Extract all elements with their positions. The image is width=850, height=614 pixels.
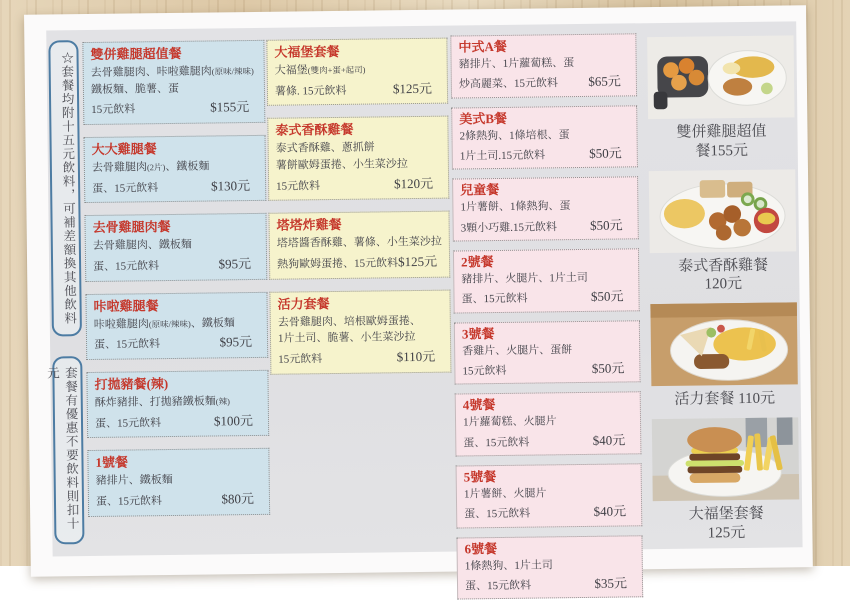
photo-caption-line: 泰式香酥雞餐 <box>678 257 769 275</box>
dish-photo-double-chicken-combo <box>646 35 795 119</box>
menu-card-bottom-row <box>462 357 632 379</box>
menu-card-title: 泰式香酥雞餐 <box>275 122 354 139</box>
menu-card-ingredients: 鐵板麵、脆薯、蛋 <box>90 82 180 96</box>
menu-card <box>456 535 643 600</box>
menu-card-title: 大福堡套餐 <box>274 43 340 60</box>
menu-card-price: $120元 <box>394 175 434 191</box>
menu-card <box>450 33 637 98</box>
dish-photo-vitality-set <box>650 302 799 386</box>
menu-card-title: 去骨雞腿肉餐 <box>92 219 171 236</box>
menu-card-price: $110元 <box>396 348 436 365</box>
menu-card-title: 塔塔炸雞餐 <box>276 217 342 234</box>
menu-card-ingredients: 1片蘿蔔糕、火腿片 <box>462 415 557 429</box>
menu-card-bottom-row <box>278 346 443 369</box>
menu-card <box>84 213 267 282</box>
photo-block-vitality <box>650 302 799 410</box>
menu-card <box>456 463 643 528</box>
menu-card-drink-note: 15元飲料 <box>276 179 321 193</box>
photo-caption-line: 大福堡套餐 <box>688 505 764 523</box>
menu-card <box>455 392 642 457</box>
menu-card-bottom-row <box>461 286 631 308</box>
set-meal-column-yellow <box>266 38 451 387</box>
menu-card-drink-note: 薯條. 15元飲料 <box>274 84 347 98</box>
menu-card-ingredients: 豬排片、1片蘿蔔糕、蛋 <box>458 56 575 71</box>
menu-card-ingredients: 泰式香酥雞、蔥抓餅 <box>275 141 375 155</box>
menu-card-drink-note: 蛋、15元飲料 <box>464 507 531 521</box>
menu-card-ingredients: 咔啦雞腿肉(原味/辣味)、鐵板麵 <box>93 316 235 331</box>
menu-card-drink-note: 蛋、15元飲料 <box>94 416 162 430</box>
menu-card <box>453 248 640 313</box>
menu-card-bottom-row <box>465 572 635 594</box>
photo-caption-line: 餐155元 <box>695 142 749 160</box>
menu-card-price: $40元 <box>593 503 627 520</box>
menu-card-price: $50元 <box>590 288 624 305</box>
menu-card-title: 6號餐 <box>464 540 498 557</box>
menu-card-ingredients: 豬排片、火腿片、1片土司 <box>461 271 588 286</box>
menu-card-drink-note: 蛋、15元飲料 <box>463 436 530 450</box>
menu-card-ingredients: 香雞片、火腿片、蛋餅 <box>462 343 573 358</box>
menu-card-title: 中式A餐 <box>458 38 507 55</box>
menu-card-price: $100元 <box>213 412 254 429</box>
menu-card-drink-note: 15元飲料 <box>462 364 507 378</box>
menu-card-drink-note: 3顆小巧雞.15元飲料 <box>460 220 557 235</box>
menu-card <box>266 38 448 107</box>
menu-card-ingredients: 1條熱狗、1片土司 <box>464 558 553 573</box>
menu-card <box>454 320 641 385</box>
menu-card-bottom-row <box>92 175 258 198</box>
menu-card <box>267 116 449 201</box>
menu-card-bottom-row <box>461 214 631 236</box>
menu-card-price: $50元 <box>589 145 622 161</box>
menu-card-bottom-row <box>464 501 634 523</box>
menu-card-title: 活力套餐 <box>277 295 330 312</box>
photo-caption-line: 120元 <box>704 276 743 293</box>
menu-card-price: $95元 <box>218 256 252 272</box>
menu-card-ingredients: 去骨雞腿肉、咔啦雞腿肉(原味/辣味) <box>90 65 254 79</box>
menu-card-bottom-row <box>277 251 442 274</box>
menu-card <box>84 135 267 204</box>
menu-card-bottom-row <box>460 142 630 164</box>
menu-card-bottom-row <box>94 331 260 354</box>
menu-card-ingredients: 去骨雞腿肉、鐵板麵 <box>92 239 192 253</box>
menu-card-ingredients: 1片薯餅、火腿片 <box>463 487 547 501</box>
set-meal-column-pink <box>450 33 643 609</box>
photo-caption <box>651 389 799 410</box>
photo-block-double-chicken <box>646 35 796 161</box>
menu-card-price: $125元 <box>397 253 438 270</box>
dish-photo-dafu-burger-set <box>651 417 800 501</box>
menu-card-title: 美式B餐 <box>459 110 508 127</box>
menu-card-ingredients: 薯餅歐姆蛋捲、小生菜沙拉 <box>275 158 408 172</box>
menu-card-drink-note: 蛋、15元飲料 <box>464 579 532 593</box>
menu-card-ingredients: 去骨雞腿肉(2片)、鐵板麵 <box>91 160 210 174</box>
menu-card-title: 兒童餐 <box>460 182 500 198</box>
photo-block-burger <box>651 417 801 543</box>
menu-card <box>451 105 638 170</box>
menu-card-price: $35元 <box>594 575 628 591</box>
menu-paper <box>24 5 813 593</box>
photo-caption-line: 活力套餐 110元 <box>674 390 776 408</box>
menu-card-title: 打拋豬餐(辣) <box>94 376 169 392</box>
dish-photo-column <box>646 35 800 552</box>
menu-card-bottom-row <box>91 96 257 119</box>
menu-card-ingredients: 酥炸豬排、打拋豬鐵板麵(辣) <box>94 395 230 409</box>
menu-card-bottom-row <box>275 77 440 100</box>
menu-card-title: 5號餐 <box>463 469 497 485</box>
menu-card-ingredients: 去骨雞腿肉、培根歐姆蛋捲、 <box>277 314 421 329</box>
menu-card-ingredients: 1片薯餅、1條熱狗、蛋 <box>460 200 571 214</box>
set-meal-column-blue <box>82 40 270 529</box>
menu-card-drink-note: 蛋、15元飲料 <box>93 260 160 273</box>
menu-card-title: 咔啦雞腿餐 <box>93 297 159 314</box>
note-no-drink-discount: 套餐有優惠不要飲料則扣十元 <box>52 356 84 544</box>
menu-card-drink-note: 蛋、15元飲料 <box>461 292 528 306</box>
menu-card-bottom-row <box>463 429 633 451</box>
menu-card-bottom-row <box>96 488 262 511</box>
menu-card <box>269 289 451 374</box>
menu-card-drink-note: 15元飲料 <box>278 353 323 366</box>
menu-card-drink-note: 1片土司.15元飲料 <box>459 149 546 163</box>
menu-card-bottom-row <box>95 410 261 433</box>
menu-card-bottom-row <box>276 172 441 195</box>
photo-caption <box>647 122 795 161</box>
menu-card-ingredients: 塔塔醬香酥雞、薯條、小生菜沙拉 <box>276 235 442 250</box>
menu-card-ingredients: 1片土司、脆薯、小生菜沙拉 <box>277 331 416 346</box>
menu-card-price: $95元 <box>219 334 253 350</box>
menu-card-price: $125元 <box>392 80 433 96</box>
menu-card-drink-note: 炒高麗菜、15元飲料 <box>458 77 558 91</box>
menu-card-price: $65元 <box>588 73 621 90</box>
menu-card-drink-note: 熱狗歐姆蛋捲、15元飲料 <box>277 257 399 271</box>
menu-card <box>452 177 639 242</box>
menu-card-title: 3號餐 <box>461 325 495 342</box>
menu-card <box>87 448 270 517</box>
menu-card-price: $40元 <box>592 432 626 448</box>
menu-card <box>82 40 265 125</box>
menu-card-title: 雙併雞腿超值餐 <box>90 45 182 62</box>
menu-card-ingredients: 大福堡(雙肉+蛋+起司) <box>274 64 366 77</box>
menu-card-price: $80元 <box>221 490 255 507</box>
menu-card <box>86 370 269 439</box>
menu-card-drink-note: 蛋、15元飲料 <box>92 181 159 195</box>
menu-card-bottom-row <box>459 71 629 93</box>
note-drink-included: ☆套餐均附十五元飲料，可補差額換其他飲料 <box>48 40 82 336</box>
menu-card-price: $50元 <box>590 217 623 233</box>
dish-photo-thai-crispy-chicken <box>648 169 797 253</box>
menu-card-ingredients: 豬排片、鐵板麵 <box>95 474 173 488</box>
menu-card-drink-note: 蛋、15元飲料 <box>95 495 163 508</box>
menu-card-drink-note: 15元飲料 <box>91 103 136 117</box>
photo-caption <box>652 504 800 543</box>
menu-card-title: 大大雞腿餐 <box>91 141 157 158</box>
photo-caption-line: 雙併雞腿超值 <box>676 123 767 141</box>
menu-card-drink-note: 蛋、15元飲料 <box>93 338 161 352</box>
menu-card-title: 4號餐 <box>462 397 496 413</box>
menu-card-title: 2號餐 <box>460 254 494 270</box>
menu-card <box>268 211 450 280</box>
menu-card <box>85 292 268 361</box>
menu-card-price: $155元 <box>210 99 250 115</box>
menu-card-bottom-row <box>93 253 259 276</box>
menu-print-area <box>45 21 802 593</box>
photo-caption-line: 125元 <box>707 524 746 541</box>
photo-caption <box>649 256 797 295</box>
photo-block-thai-chicken <box>648 169 798 295</box>
menu-card-ingredients: 2條熱狗、1條培根、蛋 <box>459 128 570 143</box>
menu-card-title: 1號餐 <box>95 454 129 471</box>
menu-card-price: $130元 <box>211 177 251 194</box>
menu-card-price: $50元 <box>591 360 625 376</box>
